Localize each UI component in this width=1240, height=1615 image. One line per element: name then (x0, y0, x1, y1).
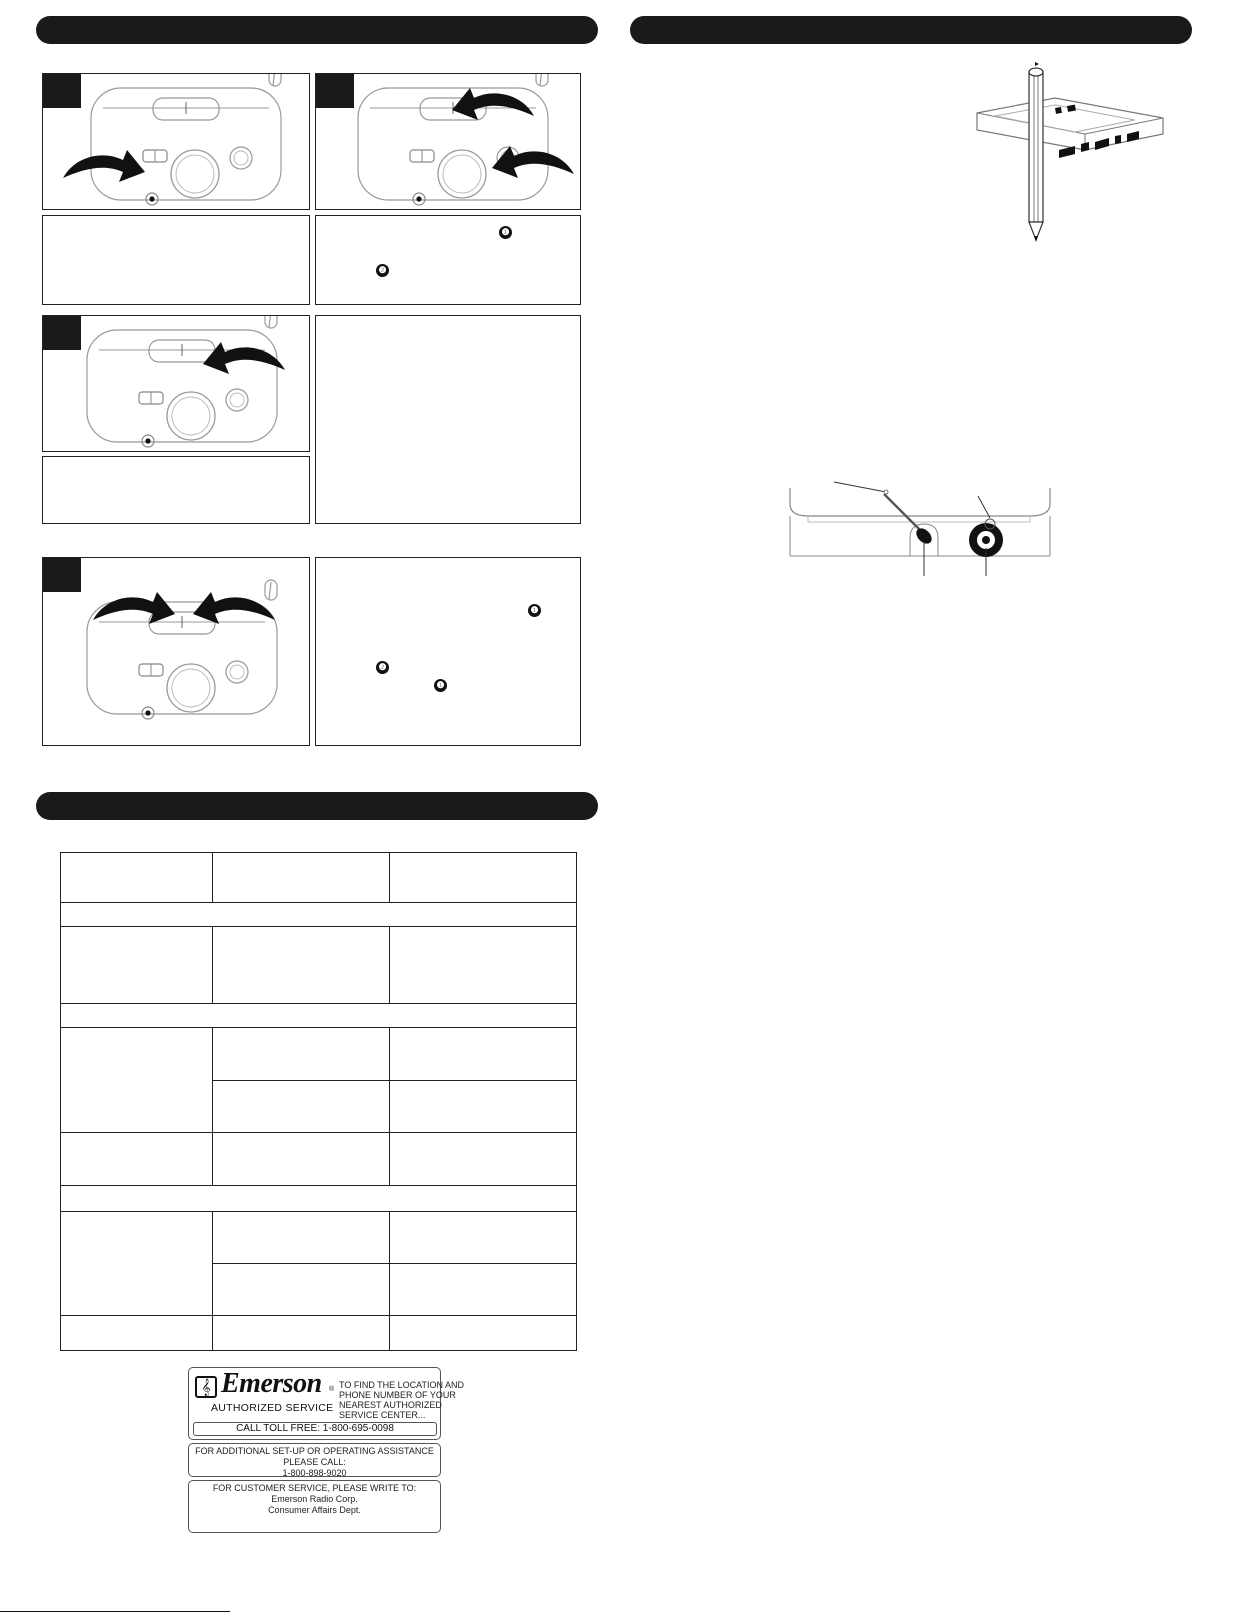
table-cell (61, 853, 213, 903)
table-row (61, 927, 577, 1004)
toll-free-number: CALL TOLL FREE: 1-800-695-0098 (236, 1423, 394, 1434)
step-3-illustration-panel (42, 315, 310, 452)
table-cell (390, 1133, 577, 1186)
table-cell (390, 1081, 577, 1133)
table-section-row (61, 1186, 577, 1212)
step-4-instruction-box (315, 557, 581, 746)
registered-mark: ® (329, 1386, 335, 1393)
curved-arrow-icon (63, 150, 145, 182)
table-cell (212, 853, 390, 903)
toll-free-box (193, 1422, 437, 1436)
step-3-notes-box (315, 315, 581, 524)
table-section-row (61, 903, 577, 927)
section-header-bar-left (36, 16, 598, 44)
table-row (61, 1316, 577, 1351)
table-row (61, 1212, 577, 1264)
text-line: TO FIND THE LOCATION AND (339, 1380, 465, 1390)
marker-1-icon: ❶ (434, 679, 447, 692)
step-1-illustration-panel (42, 73, 310, 210)
brand-name: Emerson (221, 1368, 322, 1399)
assistance-card (188, 1443, 441, 1477)
text-line: NEAREST AUTHORIZED (339, 1400, 442, 1410)
table-cell (390, 1264, 577, 1316)
boombox-illustration (43, 74, 309, 209)
table-cell (61, 1004, 577, 1028)
marker-1-icon: ❶ (499, 226, 512, 239)
table-cell (61, 1133, 213, 1186)
boombox-illustration (43, 558, 309, 745)
table-cell (61, 1186, 577, 1212)
table-header-row (61, 853, 577, 903)
authorized-service-card (188, 1367, 465, 1440)
table-cell (390, 927, 577, 1004)
table-cell (61, 1212, 213, 1316)
table-cell (212, 1081, 390, 1133)
text-line: FOR CUSTOMER SERVICE, PLEASE WRITE TO: (212, 1483, 417, 1493)
table-cell (61, 903, 577, 927)
text-line: Emerson Radio Corp. (271, 1494, 358, 1504)
bottom-rule (0, 1611, 230, 1612)
treble-clef-logo: 𝄞 (195, 1376, 217, 1398)
text-line: Consumer Affairs Dept. (268, 1505, 361, 1515)
table-section-row (61, 1004, 577, 1028)
step-3-instruction-box (42, 456, 310, 524)
text-line: PLEASE CALL: (283, 1457, 346, 1467)
step-4-illustration-panel (42, 557, 310, 746)
marker-2-icon: ❷ (376, 264, 389, 277)
curved-arrow-icon (193, 592, 275, 624)
table-row (61, 1028, 577, 1081)
text-line: 1-800-898-9020 (282, 1468, 347, 1478)
text-line: FOR ADDITIONAL SET-UP OR OPERATING ASSISTANCE (195, 1446, 434, 1456)
table-cell (61, 1316, 213, 1351)
head-cleaning-diagram (780, 478, 1070, 578)
table-cell (61, 1028, 213, 1133)
table-cell (212, 1028, 390, 1081)
customer-service-card (188, 1480, 441, 1533)
table-cell (390, 1212, 577, 1264)
table-cell (212, 927, 390, 1004)
section-header-bar-troubleshooting (36, 792, 598, 820)
cassette-pencil-illustration (975, 58, 1175, 248)
curved-arrow-icon (93, 592, 175, 624)
table-cell (212, 1133, 390, 1186)
text-line: SERVICE CENTER... (339, 1410, 426, 1420)
table-row (61, 1133, 577, 1186)
step-1-instruction-box (42, 215, 310, 305)
boombox-illustration (43, 316, 309, 451)
step-2-illustration-panel (315, 73, 581, 210)
emerson-logo (195, 1368, 337, 1418)
step-2-instruction-box (315, 215, 581, 305)
curved-arrow-icon (492, 146, 574, 178)
text-line: PHONE NUMBER OF YOUR (339, 1390, 456, 1400)
table-cell (61, 927, 213, 1004)
table-cell (390, 1316, 577, 1351)
boombox-illustration (316, 74, 580, 209)
marker-1-icon: ❶ (528, 604, 541, 617)
curved-arrow-icon (452, 88, 534, 120)
authorized-service-label: AUTHORIZED SERVICE (211, 1402, 334, 1414)
section-header-bar-right (630, 16, 1192, 44)
table-cell (212, 1264, 390, 1316)
table-cell (390, 1028, 577, 1081)
curved-arrow-icon (203, 342, 285, 374)
marker-2-icon: ❷ (376, 661, 389, 674)
table-cell (212, 1212, 390, 1264)
table-cell (212, 1316, 390, 1351)
table-cell (390, 853, 577, 903)
locate-service-text (339, 1380, 465, 1420)
troubleshooting-table (60, 852, 577, 1351)
